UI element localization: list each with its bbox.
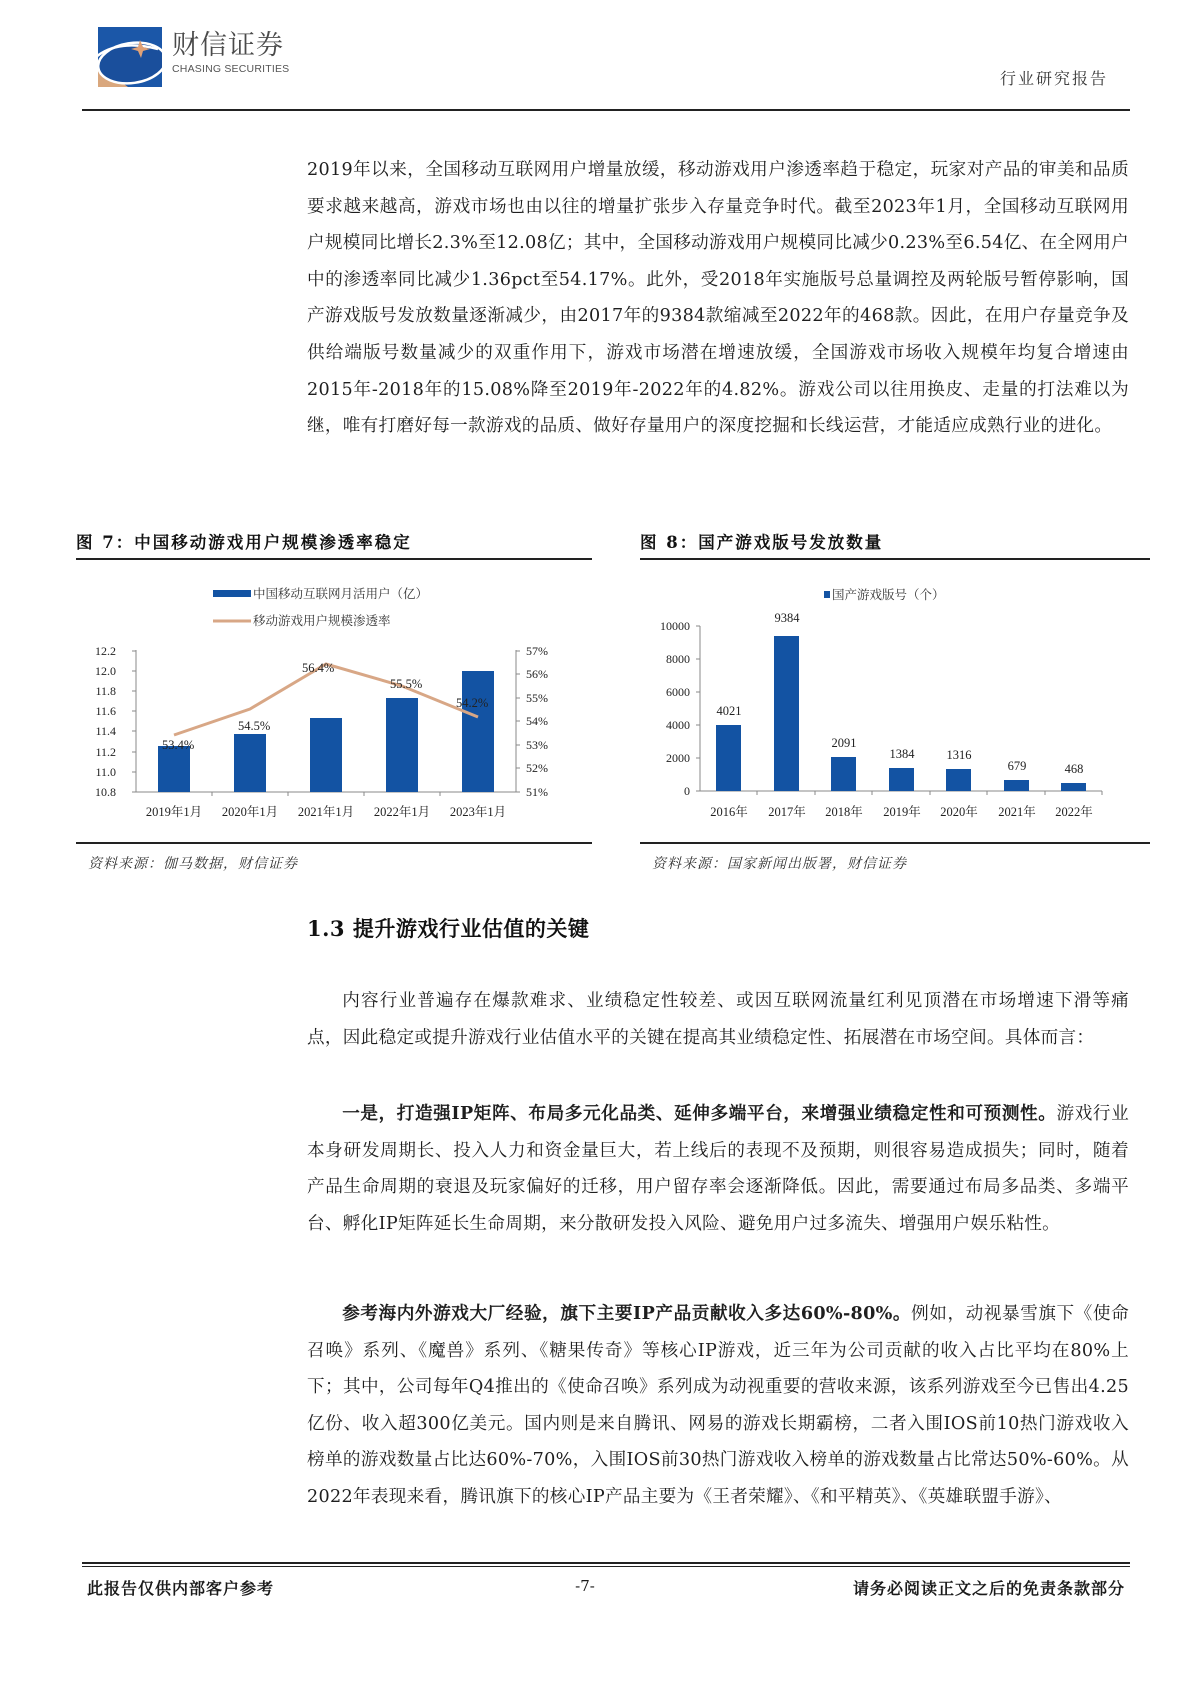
svg-text:2021年1月: 2021年1月 <box>297 805 355 819</box>
bar-2020 <box>234 734 266 792</box>
svg-text:54.2%: 54.2% <box>456 696 489 710</box>
svg-text:11.0: 11.0 <box>95 765 116 779</box>
svg-text:4021: 4021 <box>716 704 742 718</box>
svg-text:2022年1月: 2022年1月 <box>373 805 431 819</box>
figure-8-bottom-rule <box>640 842 1150 844</box>
svg-text:468: 468 <box>1064 762 1084 776</box>
figure-8-source: 资料来源：国家新闻出版署，财信证券 <box>652 856 907 872</box>
svg-text:2020年: 2020年 <box>940 805 978 819</box>
paragraph-4-lead: 参考海内外游戏大厂经验，旗下主要IP产品贡献收入多达60%-80%。 <box>342 1303 912 1324</box>
bar-2022 <box>386 698 418 792</box>
svg-text:2018年: 2018年 <box>825 805 863 819</box>
svg-text:2016年: 2016年 <box>710 805 748 819</box>
legend-bar-label: 中国移动互联网月活用户（亿） <box>253 586 429 601</box>
figure-8-data-labels <box>717 611 1084 776</box>
bar-2019 <box>889 768 914 791</box>
page-number: -7- <box>575 1577 595 1595</box>
figure-7 <box>76 528 592 873</box>
document-type: 行业研究报告 <box>999 69 1108 88</box>
svg-text:2017年: 2017年 <box>768 805 806 819</box>
y-axis-ticks <box>660 619 690 798</box>
paragraph-3-lead: 一是，打造强IP矩阵、布局多元化品类、延伸多端平台，来增强业绩稳定性和可预测性。 <box>342 1103 1057 1124</box>
figure-8-chart <box>640 560 1150 840</box>
body-paragraph-2: 内容行业普遍存在爆款难求、业绩稳定性较差、或因互联网流量红利见顶潜在市场增速下滑等痛点，因此稳定或提升游戏行业估值水平的关键在提高其业绩稳定性、拓展潜在市场空间。具体而言： <box>307 991 1129 1048</box>
left-axis-ticks <box>95 644 116 799</box>
svg-text:11.8: 11.8 <box>95 684 116 698</box>
chasing-securities-logo-icon <box>98 27 162 87</box>
figure-7-source: 资料来源：伽马数据，财信证券 <box>88 856 298 872</box>
footer-disclaimer-right: 请务必阅读正文之后的免责条款部分 <box>852 1579 1125 1598</box>
svg-text:57%: 57% <box>526 644 548 658</box>
bar-2021 <box>1004 780 1029 791</box>
body-paragraph-4 <box>307 1296 1129 1516</box>
body-paragraph-3 <box>307 1096 1129 1242</box>
bar-2022 <box>1061 783 1086 791</box>
svg-text:2019年1月: 2019年1月 <box>145 805 203 819</box>
legend-bar-swatch-icon <box>824 591 830 598</box>
right-axis-ticks <box>526 644 548 799</box>
footer-disclaimer-left: 此报告仅供内部客户参考 <box>87 1579 275 1598</box>
bar-2016 <box>716 725 741 791</box>
bar-2019 <box>158 746 190 792</box>
svg-text:679: 679 <box>1007 759 1027 773</box>
svg-text:55%: 55% <box>526 691 548 705</box>
paragraph-4-body: 例如，动视暴雪旗下《使命召唤》系列、《魔兽》系列、《糖果传奇》等核心IP游戏，近三年为公司贡献的收入占比平均在80%上下；其中，公司每年Q4推出的《使命召唤》系列成为动视重要的营收来源，该系列游戏至今已售出4.25亿份、收入超300亿美元。国内则是来自腾讯、网易的游戏长期霸榜，二者入围IOS前10热门游戏收入榜单的游戏数量占比达60%-70%，入围IOS前30热门游戏收入榜单的游戏数量占比常达50%-60%。从2022年表现来看，腾讯旗下的核心IP产品主要为《王者荣耀》、《和平精英》、《英雄联盟手游》、 <box>307 1304 1129 1507</box>
svg-text:2020年1月: 2020年1月 <box>221 805 279 819</box>
body-paragraph-1: 2019年以来，全国移动互联网用户增量放缓，移动游戏用户渗透率趋于稳定，玩家对产品的审美和品质要求越来越高，游戏市场也由以往的增量扩张步入存量竞争时代。截至2023年1月，全国移动互联网用户规模同比增长2.3%至12.08亿；其中，全国移动游戏用户规模同比减少0.23%至6.54亿、在全网用户中的渗透率同比减少1.36pct至54.17%。此外，受2018年实施版号总量调控及两轮版号暂停影响，国产游戏版号发放数量逐渐减少，由2017年的9384款缩减至2022年的468款。因此，在用户存量竞争及供给端版号数量减少的双重作用下，游戏市场潜在增速放缓，全国游戏市场收入规模年均复合增速由2015年-2018年的15.08%降至2019年-2022年的4.82%。游戏公司以往用换皮、走量的打法难以为继，唯有打磨好每一款游戏的品质、做好存量用户的深度挖掘和长线运营，才能适应成熟行业的进化。 <box>307 160 1129 437</box>
bar-2018 <box>831 757 856 791</box>
figure-7-bottom-rule <box>76 842 592 844</box>
svg-text:12.2: 12.2 <box>95 644 116 658</box>
brand-name-en: CHASING SECURITIES <box>172 63 290 75</box>
svg-text:8000: 8000 <box>666 652 690 666</box>
brand-name-cn: 财信证券 <box>172 30 284 61</box>
legend-label: 国产游戏版号（个） <box>832 587 945 602</box>
svg-text:11.2: 11.2 <box>95 745 116 759</box>
svg-text:9384: 9384 <box>774 611 800 625</box>
svg-text:2000: 2000 <box>666 751 690 765</box>
svg-text:2022年: 2022年 <box>1055 805 1093 819</box>
svg-text:52%: 52% <box>526 761 548 775</box>
svg-text:2023年1月: 2023年1月 <box>449 805 507 819</box>
legend-bar-swatch-icon <box>213 590 251 597</box>
svg-text:11.6: 11.6 <box>95 704 116 718</box>
figure-8-x-labels <box>710 804 1093 819</box>
svg-text:10.8: 10.8 <box>95 785 116 799</box>
figure-8-bars <box>716 636 1086 791</box>
svg-text:53%: 53% <box>526 738 548 752</box>
svg-text:2019年: 2019年 <box>883 805 921 819</box>
svg-text:0: 0 <box>684 784 690 798</box>
svg-text:54%: 54% <box>526 714 548 728</box>
figure-7-x-labels <box>146 804 506 819</box>
svg-text:2091: 2091 <box>831 736 857 750</box>
svg-text:6000: 6000 <box>666 685 690 699</box>
bar-2017 <box>774 636 799 791</box>
brand <box>172 30 289 75</box>
svg-text:4000: 4000 <box>666 718 690 732</box>
figure-8-title: 图 8：国产游戏版号发放数量 <box>640 533 884 552</box>
logo <box>98 27 162 87</box>
section-heading: 1.3 提升游戏行业估值的关键 <box>307 916 590 941</box>
figure-7-bars <box>158 671 494 792</box>
legend-line-label: 移动游戏用户规模渗透率 <box>253 613 391 628</box>
svg-text:55.5%: 55.5% <box>390 677 423 691</box>
bar-2021 <box>310 718 342 792</box>
footer-divider <box>82 1562 1130 1564</box>
bar-2020 <box>946 769 971 791</box>
svg-text:2021年: 2021年 <box>998 805 1036 819</box>
bar-2023 <box>462 671 494 792</box>
paragraph-3-body: 游戏行业本身研发周期长、投入人力和资金量巨大，若上线后的表现不及预期，则很容易造成损失；同时，随着产品生命周期的衰退及玩家偏好的迁移，用户留存率会逐渐降低。因此，需要通过布局多品类、多端平台、孵化IP矩阵延长生命周期，来分散研发投入风险、避免用户过多流失、增强用户娱乐粘性。 <box>307 1104 1130 1234</box>
header-divider <box>82 109 1130 111</box>
svg-text:54.5%: 54.5% <box>238 719 271 733</box>
svg-text:1316: 1316 <box>946 748 972 762</box>
svg-text:10000: 10000 <box>660 619 690 633</box>
figure-8 <box>640 528 1150 873</box>
svg-text:56%: 56% <box>526 667 548 681</box>
svg-text:51%: 51% <box>526 785 548 799</box>
svg-text:1384: 1384 <box>889 747 915 761</box>
svg-text:56.4%: 56.4% <box>302 661 335 675</box>
svg-text:12.0: 12.0 <box>95 664 116 678</box>
svg-text:53.4%: 53.4% <box>162 738 195 752</box>
footer-divider-thin <box>82 1566 1130 1567</box>
figure-7-title: 图 7：中国移动游戏用户规模渗透率稳定 <box>76 533 412 552</box>
svg-text:11.4: 11.4 <box>95 724 116 738</box>
figure-7-chart <box>76 560 592 840</box>
